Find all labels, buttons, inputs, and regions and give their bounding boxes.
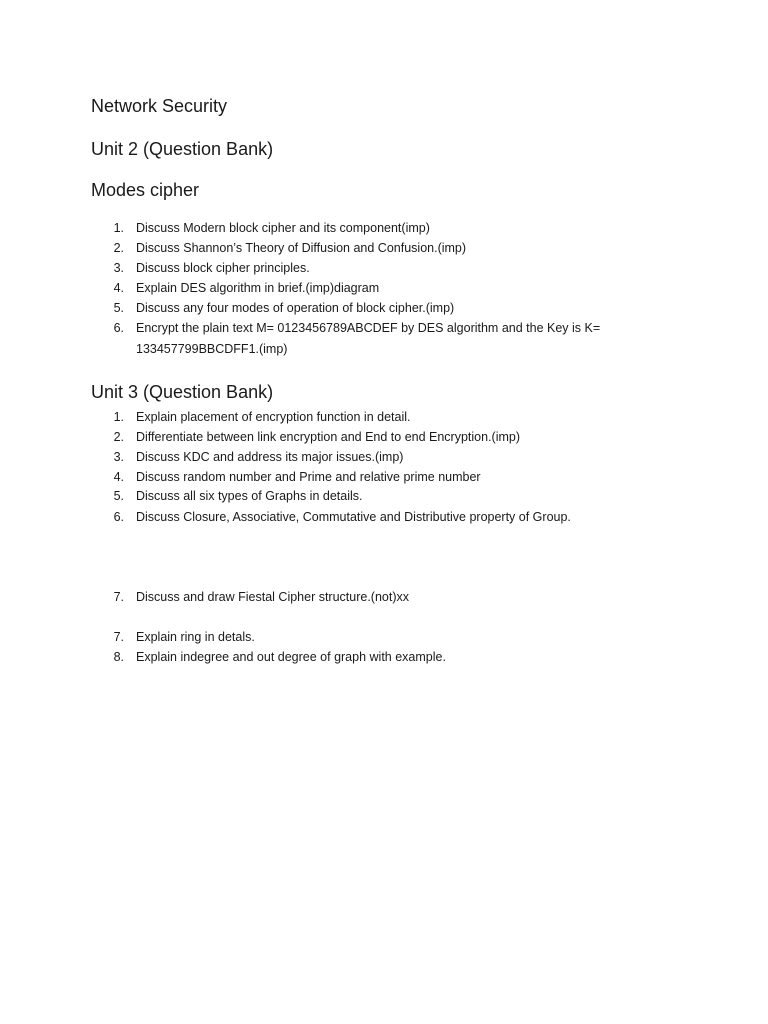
unit2-subheading: Modes cipher xyxy=(91,180,200,200)
list-number: 4. xyxy=(113,281,124,295)
unit2-heading: Unit 2 (Question Bank) xyxy=(91,139,274,159)
list-text: Differentiate between link encryption and End to end Encryption.(imp) xyxy=(136,430,521,444)
document-title: Network Security xyxy=(91,96,228,116)
unit3-heading: Unit 3 (Question Bank) xyxy=(91,382,274,402)
list-number: 3. xyxy=(113,450,124,464)
list-text: Discuss Modern block cipher and its component(imp) xyxy=(136,221,430,235)
list-number: 1. xyxy=(113,221,124,235)
list-number: 5. xyxy=(113,489,124,503)
list-text: Discuss random number and Prime and relative prime number xyxy=(136,470,481,484)
list-text: Explain placement of encryption function in detail. xyxy=(136,410,411,424)
list-text: Explain DES algorithm in brief.(imp)diagram xyxy=(136,281,380,295)
list-text: Discuss block cipher principles. xyxy=(136,261,310,275)
list-number: 2. xyxy=(113,241,124,255)
list-text: Discuss and draw Fiestal Cipher structure.(not)xx xyxy=(136,590,410,604)
list-number: 3. xyxy=(113,261,124,275)
list-text: Explain indegree and out degree of graph with example. xyxy=(136,650,446,664)
list-text: Discuss KDC and address its major issues.(imp) xyxy=(136,450,404,464)
list-number: 4. xyxy=(113,470,124,484)
list-number: 7. xyxy=(113,630,124,644)
list-text: Discuss all six types of Graphs in details. xyxy=(136,489,363,503)
list-number: 6. xyxy=(113,510,124,524)
list-number: 1. xyxy=(113,410,124,424)
list-text: Discuss any four modes of operation of block cipher.(imp) xyxy=(136,301,455,315)
list-number: 5. xyxy=(113,301,124,315)
list-text: Discuss Closure, Associative, Commutative and Distributive property of Group. xyxy=(136,510,571,524)
list-number: 6. xyxy=(113,321,124,335)
list-number: 8. xyxy=(113,650,124,664)
list-text: Explain ring in detals. xyxy=(136,630,255,644)
list-number: 2. xyxy=(113,430,124,444)
list-number: 7. xyxy=(113,590,124,604)
list-text: 133457799BBCDFF1.(imp) xyxy=(136,342,288,356)
list-text: Encrypt the plain text M= 0123456789ABCDEF by DES algorithm and the Key is K= xyxy=(136,321,601,335)
list-text: Discuss Shannon’s Theory of Diffusion and Confusion.(imp) xyxy=(136,241,467,255)
